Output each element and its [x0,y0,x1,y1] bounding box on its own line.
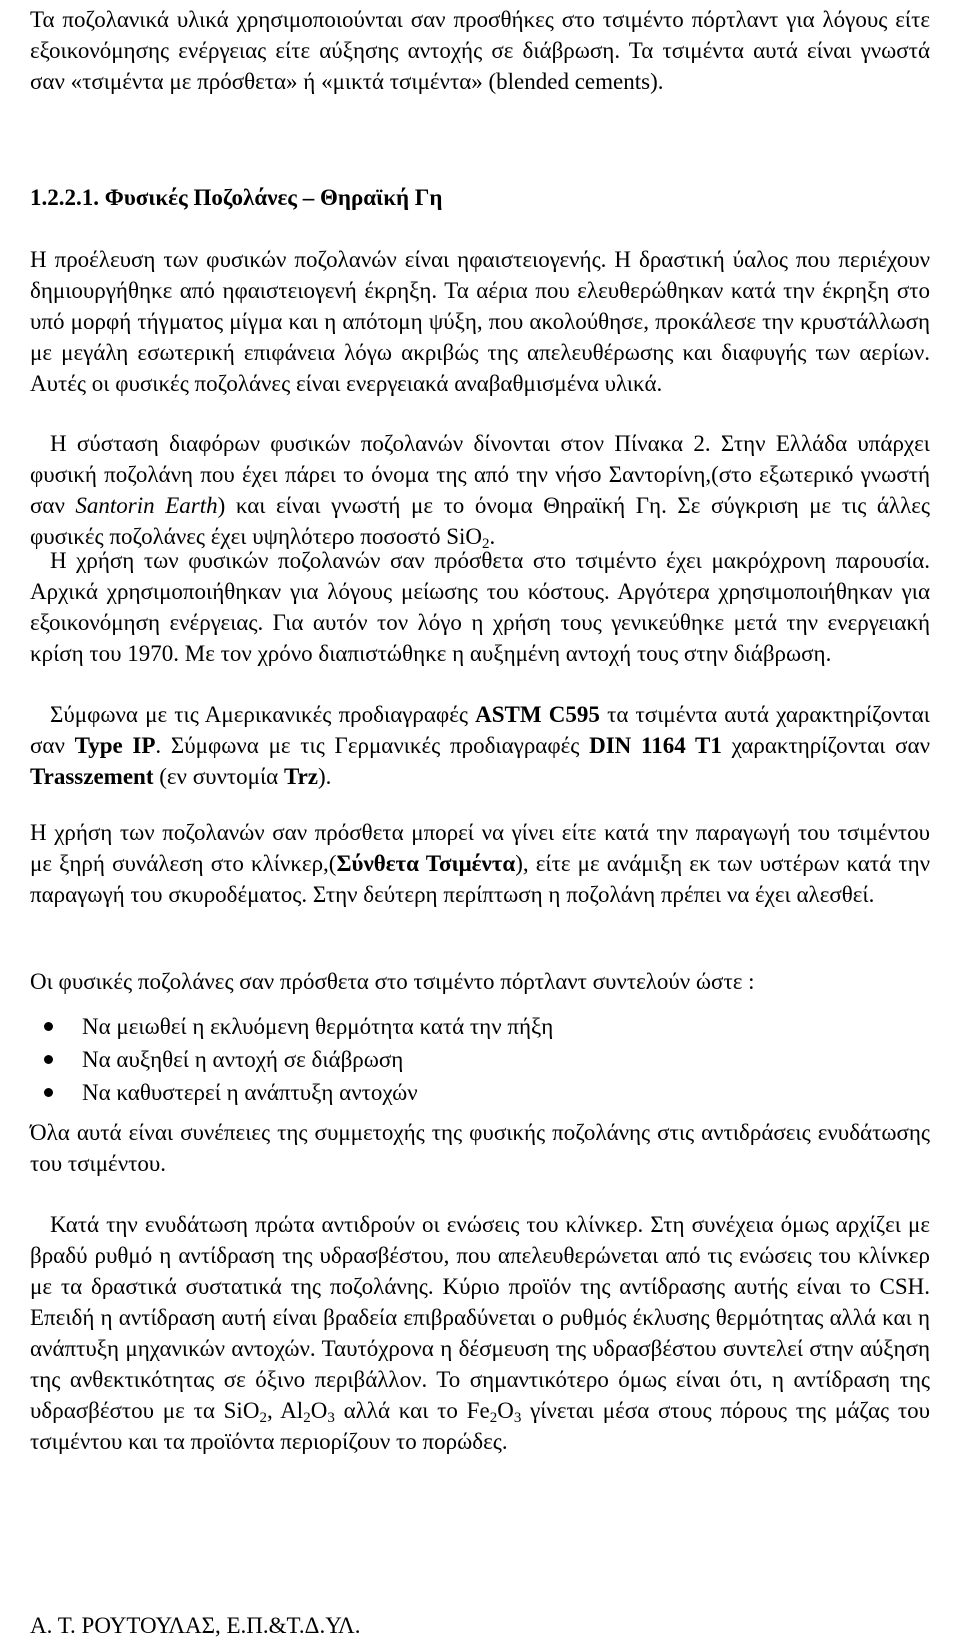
type-ip: Type IP [74,733,156,758]
composition-text-b: ) και είναι γνωστή με το όνομα Θηραϊκή Γη. Σε σύγκριση με τις άλλες φυσικές ποζολάνες έχει υψηλότερο ποσοστό SiO [30,493,930,549]
list-item: Να αυξηθεί η αντοχή σε διάβρωση [30,1043,930,1076]
goals-outro: Όλα αυτά είναι συνέπειες της συμμετοχής της φυσικής ποζολάνης στις αντιδράσεις ενυδάτωσης του τσιμέντου. [30,1120,930,1176]
composition-text-a: Η σύσταση διαφόρων φυσικών ποζολανών δίνονται στον Πίνακα 2. Στην Ελλάδα υπάρχει φυσική ποζολάνη που έχει πάρει το όνομα της από την νήσο Σαντορίνη,(στο εξωτερικό γνωστή σαν [30,431,930,518]
composition-paragraph [30,428,930,552]
composite-cements-term: Σύνθετα Τσιμέντα [336,851,516,876]
intro-paragraph: Τα ποζολανικά υλικά χρησιμοποιούνται σαν προσθήκες στο τσιμέντο πόρτλαντ για λόγους είτε εξοικονόμησης ενέργειας είτε αύξησης αντοχής σε διάβρωση. Τα τσιμέντα αυτά είναι γνωστά σαν «τσιμέντα με πρόσθετα» ή «μικτά τσιμέντα» (blended cements). [30,7,930,94]
standards-text-g: ). [318,764,332,789]
usage-text-b: ), είτε με ανάμιξη εκ των υστέρων κατά την παραγωγή του σκυροδέματος. Στην δεύτερη περίπτωση η ποζολάνη πρέπει να έχει αλεσθεί. [30,851,930,907]
astm-standard: ASTM C595 [475,702,600,727]
standards-text-f: (εν συντομία [153,764,284,789]
goals-intro: Οι φυσικές ποζολάνες σαν πρόσθετα στο τσιμέντο πόρτλαντ συντελούν ώστε : [30,969,755,994]
din-standard: DIN 1164 T1 [589,733,722,758]
standards-paragraph [30,699,930,792]
composition-text-end: . [489,524,496,549]
section-heading: 1.2.2.1. Φυσικές Ποζολάνες – Θηραϊκή Γη [30,185,443,210]
hydration-paragraph: Κατά την ενυδάτωση πρώτα αντιδρούν οι ενώσεις του κλίνκερ. Στη συνέχεια όμως αρχίζει με βραδύ ρυθμό η αντίδραση της υδρασβέστου, που απελευθερώνεται από τις ενώσεις του κλίνκερ με τα δραστικά συστατικά της ποζολάνης. Κύριο προϊόν της αντίδρασης αυτής είναι το CSH. Επειδή η αντίδραση αυτή είναι βραδεία επιβραδύνεται ο ρυθμός έκλυσης θερμότητας αλλά και η ανάπτυξη μηχανικών αντοχών. Ταυτόχρονα η δέσμευση της υδρασβέστου συντελεί στην αύξηση της ανθεκτικότητας σε όξινο περιβάλλον. Το σημαντικότερο όμως είναι ότι, η αντίδραση της υδρασβέστου με τα SiO$_2$, $Al_2O_3$ αλλά και το $Fe_2O_3$ γίνεται μέσα στους πόρους της μάζας του τσιμέντου και τα προϊόντα περιορίζουν το πορώδες. [30,1212,930,1454]
usage-text-a: Η χρήση των ποζολανών σαν πρόσθετα μπορεί να γίνει είτε κατά την παραγωγή του τσιμέντου με ξηρή συνάλεση στο κλίνκερ,( [30,820,930,876]
subscript: 2 [259,1410,267,1426]
hydration-text-a: Κατά την ενυδάτωση πρώτα αντιδρούν οι ενώσεις του κλίνκερ. Στη συνέχεια όμως αρχίζει με βραδύ ρυθμό η αντίδραση της υδρασβέστου, που απελευθερώνεται από τις ενώσεις του κλίνκερ με τα δραστικά συστατικά της ποζολάνης. Κύριο προϊόν της αντίδρασης αυτής είναι το CSH. Επειδή η αντίδραση αυτή είναι βραδεία επιβραδύνεται ο ρυθμός έκλυσης θερμότητας αλλά και η ανάπτυξη μηχανικών αντοχών. Ταυτόχρονα η δέσμευση της υδρασβέστου συντελεί στην αύξηση της ανθεκτικότητας σε όξινο περιβάλλον. Το σημαντικότερο όμως είναι ότι, η αντίδραση της υδρασβέστου με τα SiO [30,1212,930,1423]
bullet-icon [44,1088,53,1097]
subscript: 2 [482,536,490,552]
list-item: Να μειωθεί η εκλυόμενη θερμότητα κατά την πήξη [30,1010,930,1043]
list-item: Να καθυστερεί η ανάπτυξη αντοχών [30,1076,930,1109]
subscript: 2 [489,1410,498,1426]
bullet-icon [44,1055,53,1064]
standards-text-d: . Σύμφωνα με τις Γερμανικές προδιαγραφές [155,733,590,758]
trz-abbrev: Trz [283,764,319,789]
standards-text-e: χαρακτηρίζονται σαν [721,733,931,758]
subscript: 2 [303,1410,311,1426]
bullet-icon [44,1022,53,1031]
trasszement-term: Trasszement [30,764,154,789]
subscript: 3 [513,1410,522,1426]
usage-paragraph [30,817,930,910]
standards-text-c: τα τσιμέντα αυτά χαρακτηρίζονται σαν [30,702,930,758]
origin-paragraph: Η προέλευση των φυσικών ποζολανών είναι ηφαιστειογενής. Η δραστική ύαλος που περιέχουν δημιουργήθηκε από ηφαιστειογενή έκρηξη. Τα αέρια που ελευθερώθηκαν κατά την έκρηξη στο υπό μορφή τήγματος μίγμα και η απότομη ψύξη, που ακολούθησε, προκάλεσε την κρυστάλλωση με μεγάλη εσωτερική επιφάνεια λόγω ακριβώς της απελευθέρωσης και διαφυγής των αερίων. Αυτές οι φυσικές ποζολάνες είναι ενεργειακά αναβαθμισμένα υλικά. [30,247,930,396]
history-paragraph: Η χρήση των φυσικών ποζολανών σαν πρόσθετα στο τσιμέντο έχει μακρόχρονη παρουσία. Αρχικά χρησιμοποιήθηκαν για λόγους μείωσης του κόστους. Αργότερα χρησιμοποιήθηκαν για εξοικονόμηση ενέργειας. Για αυτόν τον λόγο η χρήση τους γενικεύθηκε μετά την ενεργειακή κρίση του 1970. Με τον χρόνο διαπιστώθηκε η αυξημένη αντοχή τους στην διάβρωση. [30,548,930,666]
footer-author: Α. Τ. ΡΟΥΤΟΥΛΑΣ, Ε.Π.&Τ.Δ.ΥΛ. [30,1613,361,1638]
santorin-earth-term: Santorin Earth [75,493,218,518]
goals-list [30,1010,930,1109]
standards-text-a: Σύμφωνα με τις Αμερικανικές προδιαγραφές [50,702,476,727]
subscript: 3 [327,1410,335,1426]
